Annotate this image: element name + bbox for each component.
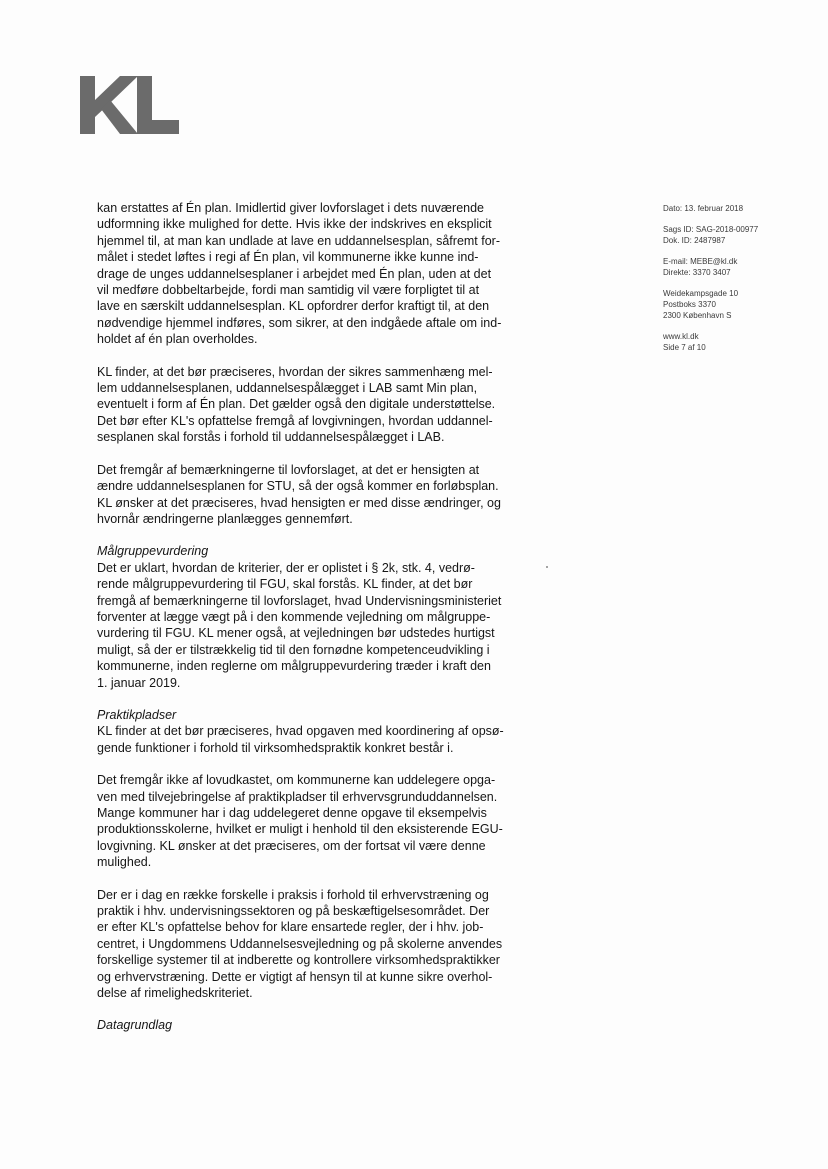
text-line: hvornår ændringerne planlægges gennemført. — [97, 511, 353, 526]
address-street: Weidekampsgade 10 — [663, 289, 739, 298]
section-praktikpladser — [97, 707, 553, 756]
text-line: ændre uddannelsesplanen for STU, så der også kommer en forløbsplan. — [97, 479, 499, 494]
paragraph-1 — [97, 200, 553, 348]
direkte-value: 3370 3407 — [692, 268, 731, 277]
contact-group — [663, 256, 803, 278]
text-line: ven med tilvejebringelse af praktikpladser til erhvervsgrunduddannelsen. — [97, 789, 498, 804]
paragraph-7 — [97, 887, 553, 1002]
paragraph-4 — [97, 560, 553, 691]
text-line: sesplanen skal forstås i forhold til uddannelsespålægget i LAB. — [97, 430, 445, 445]
letter-body — [97, 200, 553, 1034]
page-number: Side 7 af 10 — [663, 343, 706, 352]
text-line: centret, i Ungdommens Uddannelsesvejledning og på skolerne anvendes — [97, 936, 503, 951]
text-line: produktionsskolerne, hvilket er muligt i henhold til den eksisterende EGU- — [97, 822, 503, 837]
kl-logo — [80, 76, 180, 134]
email-label: E-mail: — [663, 257, 688, 266]
address-group — [663, 288, 803, 321]
web-address: www.kl.dk — [663, 332, 699, 341]
text-line: forskellige systemer til at indberette og kontrollere virksomhedspraktikker — [97, 953, 500, 968]
text-line: mulighed. — [97, 855, 152, 870]
text-line: KL finder, at det bør præciseres, hvordan der sikres sammenhæng mel- — [97, 364, 493, 379]
text-line: lovgivning. KL ønsker at det præciseres, om der fortsat vil være denne — [97, 838, 486, 853]
text-line: kan erstattes af Én plan. Imidlertid giver lovforslaget i dets nuværende — [97, 201, 485, 215]
text-line: gende funktioner i forhold til virksomhedspraktik konkret består i. — [97, 740, 454, 755]
paragraph-2 — [97, 364, 553, 446]
text-line: holdet af én plan overholdes. — [97, 332, 258, 347]
email-value: MEBE@kl.dk — [690, 257, 738, 266]
text-line: eventuelt i form af Én plan. Det gælder også den digitale understøttelse. — [97, 397, 496, 412]
text-line: Det bør efter KL's opfattelse fremgå af lovgivningen, hvordan uddannel- — [97, 413, 493, 428]
text-line: Det er uklart, hvordan de kriterier, der er oplistet i § 2k, stk. 4, vedrø- — [97, 560, 475, 575]
text-line: fremgå af bemærkningerne til lovforslaget, hvad Undervisningsministeriet — [97, 593, 502, 608]
text-line: vil medføre dobbeltarbejde, fordi man samtidig vil være forpligtet til at — [97, 283, 480, 298]
text-line: kommunerne, inden reglerne om målgruppevurdering træder i kraft den — [97, 659, 491, 674]
address-city: 2300 København S — [663, 311, 732, 320]
section-heading-malgruppevurdering: Målgruppevurdering — [97, 544, 209, 559]
section-heading-datagrundlag: Datagrundlag — [97, 1018, 173, 1033]
address-postbox: Postboks 3370 — [663, 300, 716, 309]
text-line: KL finder at det bør præciseres, hvad opgaven med koordinering af opsø- — [97, 724, 504, 739]
text-line: delse af rimelighedskriteriet. — [97, 986, 253, 1001]
date-label: Dato: — [663, 204, 683, 213]
text-line: nødvendige hjemmel indføres, som sikrer, at den indgåede aftale om ind- — [97, 315, 502, 330]
text-line: Mange kommuner har i dag uddelegeret denne opgave til eksempelvis — [97, 806, 487, 820]
date-group — [663, 203, 803, 214]
section-heading-praktikpladser: Praktikpladser — [97, 707, 177, 722]
web-group — [663, 331, 803, 353]
text-line: Det fremgår af bemærkningerne til lovforslaget, at det er hensigten at — [97, 462, 480, 477]
text-line: rende målgruppevurdering til FGU, skal forstås. KL finder, at det bør — [97, 577, 473, 592]
text-line: udformning ikke mulighed for dette. Hvis ikke der indskrives en eksplicit — [97, 217, 492, 232]
sags-id-label: Sags ID: — [663, 225, 694, 234]
direkte-label: Direkte: — [663, 268, 691, 277]
case-ids-group — [663, 224, 803, 246]
paragraph-6 — [97, 772, 553, 870]
text-line: KL ønsker at det præciseres, hvad hensigten er med disse ændringer, og — [97, 495, 501, 510]
text-line: lem uddannelsesplanen, uddannelsespålægget i LAB samt Min plan, — [97, 381, 478, 396]
text-line: lave en særskilt uddannelsesplan. KL opfordrer derfor kraftigt til, at den — [97, 299, 490, 314]
text-line: drage de unges uddannelsesplaner i arbejdet med Én plan, uden at det — [97, 266, 492, 281]
text-line: praktik i hhv. undervisningssektoren og på beskæftigelsesområdet. Der — [97, 904, 490, 919]
text-line: Det fremgår ikke af lovudkastet, om kommunerne kan uddelegere opga- — [97, 773, 496, 788]
dok-id-label: Dok. ID: — [663, 236, 692, 245]
text-line: og erhvervstræning. Dette er vigtigt af hensyn til at kunne sikre overhol- — [97, 969, 493, 984]
sags-id-value: SAG-2018-00977 — [695, 225, 759, 234]
text-line: hjemmel til, at man kan undlade at lave en uddannelsesplan, såfremt for- — [97, 233, 501, 248]
date-value: 13. februar 2018 — [684, 204, 744, 213]
letter-metadata — [663, 203, 803, 363]
dok-id-value: 2487987 — [694, 236, 726, 245]
text-line: muligt, så der er tilstrækkelig tid til den fornødne kompetenceudvikling i — [97, 642, 490, 657]
kl-logo-icon — [80, 76, 180, 134]
text-line: 1. januar 2019. — [97, 675, 181, 690]
text-line: målet i stedet løftes i regi af Én plan, vil kommunerne ikke kunne ind- — [97, 250, 479, 265]
section-malgruppevurdering — [97, 543, 553, 691]
paragraph-3 — [97, 462, 553, 528]
text-line: vurdering til FGU. KL mener også, at vejledningen bør udstedes hurtigst — [97, 626, 495, 641]
text-line: Der er i dag en række forskelle i praksis i forhold til erhvervstræning og — [97, 887, 489, 902]
text-line: forventer at lægge vægt på i den kommende vejledning om målgruppe- — [97, 609, 491, 624]
text-line: er efter KL's opfattelse behov for klare ensartede regler, der i hhv. job- — [97, 920, 484, 935]
paragraph-5 — [97, 723, 553, 756]
